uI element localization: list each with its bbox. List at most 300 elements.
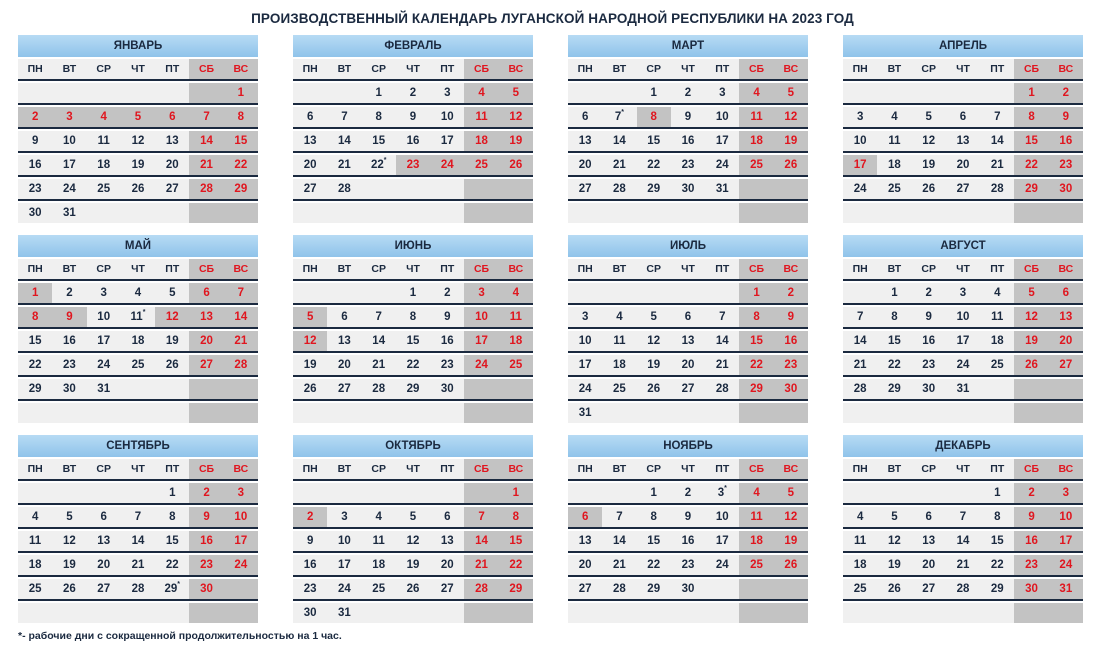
week-row (18, 507, 258, 529)
day-cell: 5 (66, 511, 73, 523)
day-cell: 27 (578, 583, 592, 595)
empty-cell (189, 379, 223, 399)
empty-cell (877, 83, 911, 103)
empty-cell (362, 203, 396, 223)
day-cell: 18 (464, 131, 498, 151)
day-cell: 24 (224, 555, 258, 575)
day-cell: 4 (994, 287, 1001, 299)
day-cell: 20 (338, 359, 351, 371)
day-cell: 17 (224, 531, 258, 551)
day-cell: 13 (1049, 307, 1083, 327)
empty-cell (1014, 379, 1048, 399)
day-cell: 4 (31, 511, 39, 523)
weekday-label: ПН (27, 463, 43, 475)
month-6 (293, 235, 533, 423)
day-cell: 24 (956, 359, 970, 371)
day-cell: 26 (131, 183, 145, 195)
week-row (18, 355, 258, 377)
weekday-label: ВС (1049, 59, 1083, 79)
day-cell: 21 (131, 559, 145, 571)
empty-cell (774, 579, 808, 599)
day-cell: 24 (715, 159, 729, 171)
day-cell: 27 (165, 183, 179, 195)
day-cell: 28 (338, 183, 351, 195)
empty-cell (568, 603, 602, 623)
weekday-header-row (293, 59, 533, 81)
day-cell: 27 (189, 355, 223, 375)
empty-cell (224, 379, 258, 399)
day-cell: 9 (684, 111, 692, 123)
week-row (843, 307, 1083, 329)
weekday-header-row (18, 459, 258, 481)
day-cell: 1 (169, 487, 176, 499)
day-cell: 16 (406, 135, 420, 147)
empty-cell (739, 403, 773, 423)
day-cell: 26 (888, 583, 901, 595)
day-cell: 18 (739, 531, 773, 551)
weekday-header-row (568, 259, 808, 281)
day-cell: 2 (1014, 483, 1048, 503)
empty-cell (327, 83, 361, 103)
day-cell: 14 (131, 535, 145, 547)
month-name: МАРТ (568, 35, 808, 57)
weekday-header-row (293, 459, 533, 481)
day-cell: 2 (18, 107, 52, 127)
empty-cell (121, 203, 155, 223)
empty-cell (52, 403, 86, 423)
day-cell: 17 (715, 535, 729, 547)
week-row (843, 107, 1083, 129)
weekday-label: ПН (302, 63, 318, 75)
day-cell: 10 (956, 311, 970, 323)
day-cell: 12 (406, 535, 420, 547)
day-cell: 6 (341, 311, 348, 323)
day-cell: 20 (303, 159, 317, 171)
footnote: *- рабочие дни с сокращенной продолжительностью на 1 час. (18, 630, 342, 642)
day-cell: 25 (990, 359, 1004, 371)
week-row (568, 379, 808, 401)
empty-cell (602, 403, 636, 423)
day-cell: 6 (568, 507, 602, 527)
day-cell: 2 (189, 483, 223, 503)
empty-cell (189, 603, 223, 623)
day-cell: 16 (681, 535, 695, 547)
empty-cell (705, 403, 739, 423)
day-cell: 30 (28, 207, 42, 219)
day-cell: 23 (303, 583, 317, 595)
day-cell: 13 (578, 535, 592, 547)
month-11 (568, 435, 808, 623)
day-cell: 17 (440, 135, 454, 147)
weekday-label: ПН (852, 63, 868, 75)
empty-cell (293, 483, 327, 503)
empty-cell (671, 203, 705, 223)
day-cell: 11 (991, 311, 1004, 323)
month-name: ФЕВРАЛЬ (293, 35, 533, 57)
day-cell: 31 (97, 383, 111, 395)
week-row (843, 131, 1083, 153)
day-cell: 9 (306, 535, 314, 547)
weekday-label: СБ (739, 459, 773, 479)
day-cell: 21 (613, 559, 626, 571)
day-cell: 22 (28, 359, 42, 371)
day-cell: 28 (613, 583, 626, 595)
day-cell: 7 (959, 511, 967, 523)
day-cell: 4 (375, 511, 382, 523)
empty-cell (464, 379, 498, 399)
weekday-label: ПТ (165, 463, 180, 475)
day-cell: 13 (97, 535, 111, 547)
empty-cell (774, 179, 808, 199)
day-cell: 4 (134, 287, 142, 299)
day-cell: 29 (647, 583, 661, 595)
day-cell: 21 (715, 359, 729, 371)
day-cell: 27 (578, 183, 592, 195)
day-cell: 8 (1014, 107, 1048, 127)
day-cell: 11 (372, 535, 385, 547)
empty-cell (430, 403, 464, 423)
weekday-label: СР (921, 63, 936, 75)
week-row (293, 579, 533, 601)
day-cell: 17 (715, 135, 729, 147)
day-cell: 29 (888, 383, 901, 395)
empty-cell (843, 283, 877, 303)
month-name: МАЙ (18, 235, 258, 257)
day-cell: 24 (338, 583, 351, 595)
day-cell: 5 (925, 111, 932, 123)
weekday-header-row (843, 259, 1083, 281)
week-row (18, 179, 258, 201)
day-cell: 20 (956, 159, 970, 171)
day-cell: 13 (303, 135, 317, 147)
week-row (18, 107, 258, 129)
weekday-label: СБ (189, 459, 223, 479)
weekday-header-row (843, 59, 1083, 81)
day-cell: 22 (406, 359, 420, 371)
weekday-label: ВС (1049, 259, 1083, 279)
weekday-label: ВТ (612, 263, 627, 275)
weekday-label: ВТ (887, 463, 902, 475)
day-cell: 23 (28, 183, 42, 195)
day-cell: 24 (63, 183, 76, 195)
day-cell: 9 (1014, 507, 1048, 527)
weekday-label: ВТ (887, 63, 902, 75)
day-cell: 28 (372, 383, 386, 395)
empty-cell (739, 179, 773, 199)
day-cell: 16 (681, 135, 695, 147)
weekday-label: ВС (499, 259, 533, 279)
day-cell: 7 (189, 107, 223, 127)
week-row (843, 579, 1083, 601)
week-row (568, 355, 808, 377)
weekday-label: СР (646, 263, 661, 275)
weekday-label: СР (646, 63, 661, 75)
day-cell: 14 (990, 135, 1004, 147)
day-cell: 15 (224, 131, 258, 151)
day-cell: 23 (681, 159, 695, 171)
week-row (293, 331, 533, 353)
day-cell: 4 (856, 511, 864, 523)
day-cell: 19 (165, 335, 179, 347)
day-cell: 28 (189, 179, 223, 199)
day-cell: 1 (375, 87, 382, 99)
empty-cell (637, 283, 671, 303)
weekday-header-row (293, 259, 533, 281)
day-cell: 26 (303, 383, 317, 395)
day-cell: 23 (1049, 155, 1083, 175)
day-cell: 10 (97, 311, 111, 323)
day-cell: 11 (464, 107, 498, 127)
day-cell: 2 (684, 87, 692, 99)
day-cell: 31 (715, 183, 729, 195)
empty-cell (224, 403, 258, 423)
day-cell: 15 (647, 535, 661, 547)
day-cell: 5 (774, 483, 808, 503)
day-cell: 2 (925, 287, 932, 299)
weekday-label: ВТ (887, 263, 902, 275)
day-cell: 22* (370, 157, 387, 171)
day-cell: 7 (719, 311, 726, 323)
month-name: ОКТЯБРЬ (293, 435, 533, 457)
day-cell: 21 (990, 159, 1004, 171)
month-8 (843, 235, 1083, 423)
day-cell: 3 (224, 483, 258, 503)
day-cell: 15 (647, 135, 661, 147)
day-cell: 11 (499, 307, 533, 327)
day-cell: 17 (578, 359, 592, 371)
empty-cell (464, 603, 498, 623)
day-cell: 20 (189, 331, 223, 351)
week-row (843, 379, 1083, 401)
empty-cell (327, 203, 361, 223)
day-cell: 1 (224, 83, 258, 103)
day-cell: 23 (440, 359, 454, 371)
empty-cell (705, 283, 739, 303)
weekday-label: ПТ (165, 263, 180, 275)
week-row (293, 283, 533, 305)
day-cell: 11 (29, 535, 42, 547)
day-cell: 30 (303, 607, 317, 619)
day-cell: 17 (464, 331, 498, 351)
day-cell: 26 (1014, 355, 1048, 375)
weekday-label: СР (96, 463, 111, 475)
weekday-label: ВТ (62, 463, 77, 475)
day-cell: 24 (464, 355, 498, 375)
weekday-label: ПТ (440, 463, 455, 475)
day-cell: 4 (739, 483, 773, 503)
weekday-label: ПТ (715, 263, 730, 275)
empty-cell (362, 283, 396, 303)
weekday-label: ПН (27, 263, 43, 275)
empty-cell (464, 179, 498, 199)
day-cell: 30 (1014, 579, 1048, 599)
day-cell: 27 (440, 583, 454, 595)
week-row (568, 179, 808, 201)
empty-cell (18, 603, 52, 623)
empty-cell (87, 403, 121, 423)
day-cell: 13 (338, 335, 351, 347)
day-cell: 10 (464, 307, 498, 327)
week-row (293, 131, 533, 153)
week-row (293, 403, 533, 423)
day-cell: 10 (1049, 507, 1083, 527)
day-cell: 30 (681, 183, 695, 195)
day-cell: 25 (613, 383, 626, 395)
empty-cell (843, 603, 877, 623)
empty-cell (843, 203, 877, 223)
day-cell: 26 (499, 155, 533, 175)
weekday-label: ПТ (440, 63, 455, 75)
day-cell: 13 (165, 135, 179, 147)
empty-cell (1049, 379, 1083, 399)
empty-cell (946, 603, 980, 623)
day-cell: 13 (578, 135, 592, 147)
empty-cell (980, 603, 1014, 623)
empty-cell (327, 403, 361, 423)
empty-cell (946, 83, 980, 103)
weekday-label: СБ (1014, 459, 1048, 479)
week-row (18, 403, 258, 423)
day-cell: 28 (131, 583, 145, 595)
empty-cell (52, 483, 86, 503)
empty-cell (568, 283, 602, 303)
weekday-header-row (568, 459, 808, 481)
day-cell: 4 (891, 111, 898, 123)
empty-cell (912, 83, 946, 103)
day-cell: 6 (155, 107, 189, 127)
empty-cell (52, 83, 86, 103)
month-7 (568, 235, 808, 423)
day-cell: 3 (1049, 483, 1083, 503)
weekday-label: СБ (189, 259, 223, 279)
day-cell: 16 (303, 559, 317, 571)
weekday-label: ЧТ (406, 463, 420, 475)
month-5 (18, 235, 258, 423)
month-1 (18, 35, 258, 223)
day-cell: 5 (891, 511, 898, 523)
weekday-label: ПН (577, 63, 593, 75)
empty-cell (87, 483, 121, 503)
empty-cell (946, 483, 980, 503)
weekday-label: ПТ (165, 63, 180, 75)
day-cell: 16 (774, 331, 808, 351)
weekday-label: ЧТ (406, 63, 420, 75)
day-cell: 9 (1049, 107, 1083, 127)
day-cell: 31 (338, 607, 351, 619)
weekday-label: ЧТ (956, 263, 970, 275)
month-4 (843, 35, 1083, 223)
weekday-label: СР (371, 263, 386, 275)
day-cell: 8 (650, 511, 657, 523)
day-cell: 6 (189, 283, 223, 303)
day-cell: 25 (739, 155, 773, 175)
day-cell: 19 (1014, 331, 1048, 351)
empty-cell (1049, 403, 1083, 423)
day-cell: 20 (165, 159, 179, 171)
weekday-label: ЧТ (956, 63, 970, 75)
day-cell: 5 (499, 83, 533, 103)
day-cell: 29 (499, 579, 533, 599)
empty-cell (877, 483, 911, 503)
day-cell: 19 (406, 559, 420, 571)
week-row (18, 579, 258, 601)
week-row (293, 603, 533, 623)
day-cell: 26 (774, 155, 808, 175)
day-cell: 21 (372, 359, 386, 371)
empty-cell (568, 83, 602, 103)
week-row (18, 331, 258, 353)
month-3 (568, 35, 808, 223)
day-cell: 5 (121, 107, 155, 127)
day-cell: 19 (647, 359, 661, 371)
day-cell: 13 (956, 135, 970, 147)
day-cell: 8 (994, 511, 1001, 523)
short-day-mark: * (621, 109, 624, 116)
weekday-label: СР (96, 263, 111, 275)
day-cell: 12 (1014, 307, 1048, 327)
day-cell: 13 (922, 535, 936, 547)
day-cell: 16 (189, 531, 223, 551)
day-cell: 2 (66, 287, 73, 299)
day-cell: 1 (650, 87, 657, 99)
day-cell: 12 (922, 135, 936, 147)
empty-cell (980, 403, 1014, 423)
empty-cell (18, 403, 52, 423)
day-cell: 11 (854, 535, 867, 547)
empty-cell (327, 483, 361, 503)
day-cell: 16 (28, 159, 42, 171)
day-cell: 21 (338, 159, 351, 171)
day-cell: 17 (1049, 531, 1083, 551)
week-row (843, 603, 1083, 623)
day-cell: 14 (224, 307, 258, 327)
day-cell: 7* (614, 109, 624, 123)
day-cell: 5 (650, 311, 657, 323)
weekday-label: ВТ (337, 463, 352, 475)
day-cell: 14 (464, 531, 498, 551)
weekday-label: ПН (302, 263, 318, 275)
week-row (18, 83, 258, 105)
week-row (568, 131, 808, 153)
empty-cell (499, 403, 533, 423)
empty-cell (52, 603, 86, 623)
weekday-header-row (18, 259, 258, 281)
day-cell: 26 (165, 359, 179, 371)
day-cell: 23 (774, 355, 808, 375)
day-cell: 2 (293, 507, 327, 527)
empty-cell (18, 483, 52, 503)
day-cell: 25 (888, 183, 901, 195)
day-cell: 22 (739, 355, 773, 375)
day-cell: 3 (856, 111, 864, 123)
day-cell: 18 (613, 359, 626, 371)
day-cell: 22 (647, 159, 661, 171)
day-cell: 21 (853, 359, 867, 371)
empty-cell (430, 179, 464, 199)
day-cell: 3 (581, 311, 589, 323)
week-row (843, 179, 1083, 201)
empty-cell (602, 603, 636, 623)
day-cell: 20 (1049, 331, 1083, 351)
empty-cell (877, 403, 911, 423)
weekday-label: СР (371, 63, 386, 75)
day-cell: 5 (774, 83, 808, 103)
weekday-label: ЧТ (131, 63, 145, 75)
day-cell: 22 (165, 559, 179, 571)
day-cell: 31 (63, 207, 76, 219)
empty-cell (87, 203, 121, 223)
empty-cell (362, 403, 396, 423)
